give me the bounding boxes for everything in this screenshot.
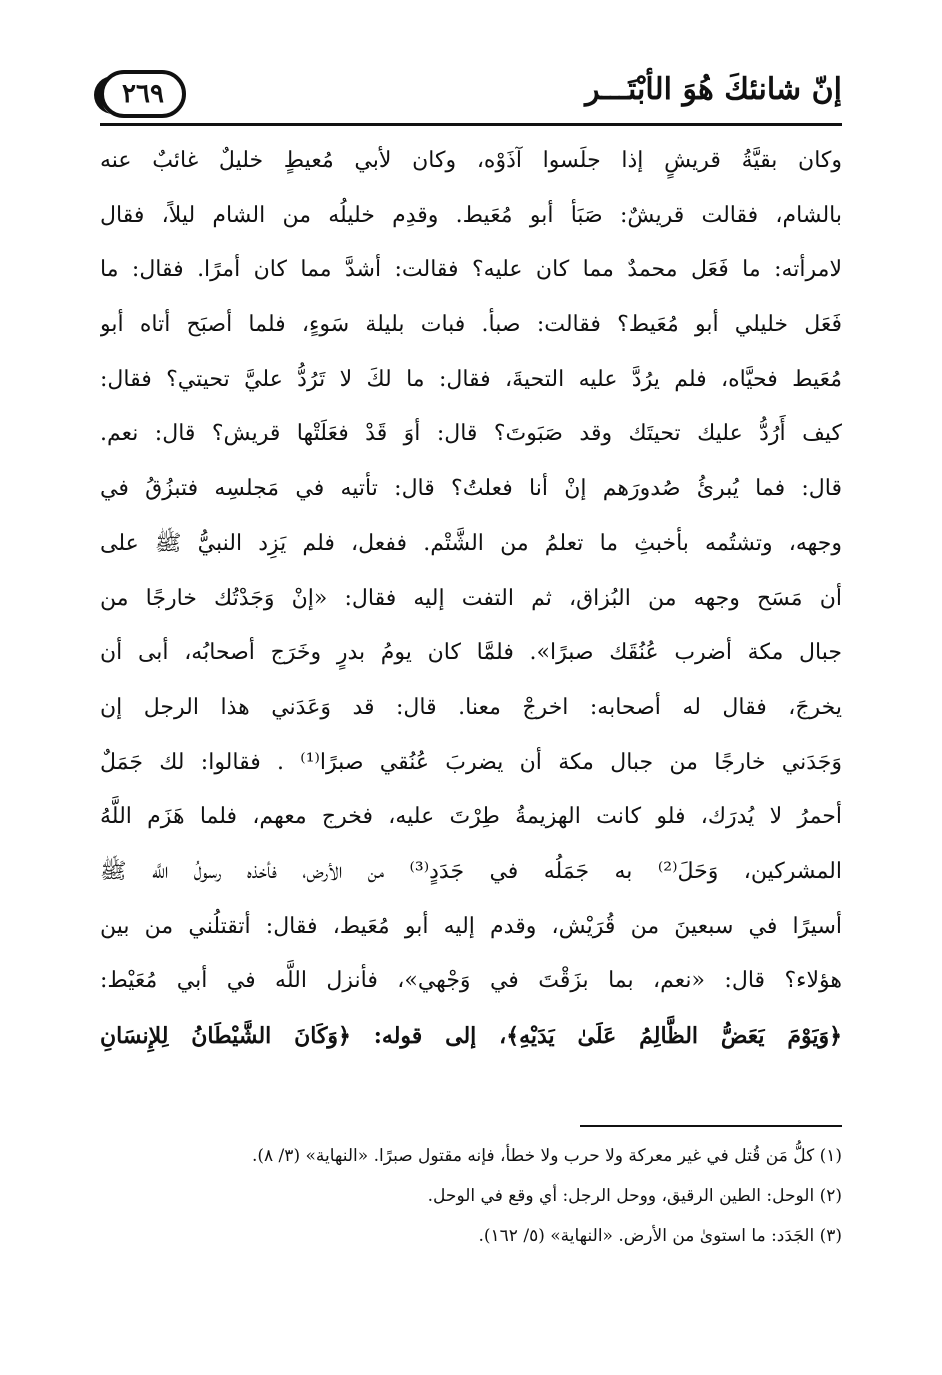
body-line-quran: ﴿وَيَوْمَ يَعَضُّ الظَّالِمُ عَلَىٰ يَدَيْهِ﴾، إلى قوله: ﴿وَكَانَ الشَّيْطَانُ لِلإِنسَانِ [100,1023,842,1049]
footnote: (٣) الجَدَد: ما استوىٰ من الأرض. «النهاية» (٥/ ١٦٢). [478,1226,842,1246]
footnotes [100,1136,842,1256]
body-text [100,134,842,1064]
body-line: أن مَسَح وجهه من البُزاق، ثم التفت إليه فقال: «إنْ وَجَدْتُك خارجًا من [100,585,842,611]
body-line: هؤلاء؟ قال: «نعم، بما بزَقْتَ في وَجْهي»، فأنزل اللَّه في أبي مُعَيْط: [100,968,842,994]
footnote-rule [580,1125,842,1127]
body-line: أسيرًا في سبعينَ من قُرَيْش، وقدم إليه أبو مُعَيط، فقال: أتقتلُني من بين [100,913,842,939]
body-line: بالشام، فقالت قريشٌ: صَبَأ أبو مُعَيط. وقدِم خليلُه من الشام ليلاً، فقال [100,202,842,228]
page-number-badge [100,70,186,118]
body-line: أحمرُ لا يُدرَك، فلو كانت الهزيمةُ طِرْتَ عليه، فخرج معهم، فلما هَزَم اللَّهُ [100,804,842,830]
body-line: وكان بقيَّةُ قريشٍ إذا جلَسوا آذَوْه، وكان لأبي مُعيطٍ خليلٌ غائبٌ عنه [100,148,842,173]
body-line: لامرأته: ما فَعَل محمدٌ مما كان عليه؟ فقالت: أشدَّ مما كان أمرًا. فقال: ما [100,257,842,283]
body-line: مُعَيط فحيَّاه، فلم يرُدَّ عليه التحيةَ، فقال: ما لكَ لا تَرُدُّ عليَّ تحيتي؟ فقال: [100,366,842,392]
page-header [100,66,842,128]
body-line: قال: فما يُبرئُ صُدورَهم إنْ أنا فعلتُ؟ قال: تأتيه في مَجلسِه فتبزُقُ في [100,476,842,502]
body-line: المشركين، وَحَلَ⁽²⁾ به جَمَلُه في جَدَدٍ⁽³⁾ من الأرض، فأخذه رسولُ اللَّه ﷺ [100,858,842,884]
body-line: وجهه، وتشتُمه بأخبثِ ما تعلمُ من الشَّتْم. ففعل، فلم يَزِد النبيُّ ﷺ على [100,530,842,556]
body-line: كيف أَرُدُّ عليك تحيتَك وقد صَبَوتَ؟ قال: أوَ قَدْ فعَلَتْها قريش؟ قال: نعم. [100,421,842,447]
body-line: جبال مكة أضرب عُنُقَك صبرًا». فلمَّا كان يومُ بدرٍ وخَرَج أصحابُه، أبى أن [100,640,842,666]
page-number: ٢٦٩ [122,79,164,109]
body-line: يخرجَ، فقال له أصحابه: اخرجْ معنا. قال: قد وَعَدَني هذا الرجل إن [100,694,842,720]
body-line: وَجَدَني خارجًا من جبال مكة أن يضربَ عُنُقي صبرًا⁽¹⁾ . فقالوا: لك جَمَلٌ [100,749,842,775]
running-title: إنّ شانئكَ هُوَ الأبْتَـــر [585,72,842,107]
header-rule [100,123,842,126]
footnote: (١) كلُّ مَن قُتل في غير معركة ولا حرب ولا خطأ، فإنه مقتول صبرًا. «النهاية» (٣/ ٨). [251,1146,842,1166]
body-line: فَعَل خليلي أبو مُعَيط؟ فقالت: صبأ. فبات بليلة سَوءٍ، فلما أصبَح أتاه أبو [100,312,842,338]
footnote: (٢) الوحل: الطين الرقيق، ووحل الرجل: أي وقع في الوحل. [427,1186,842,1206]
badge-ornament [94,76,121,114]
